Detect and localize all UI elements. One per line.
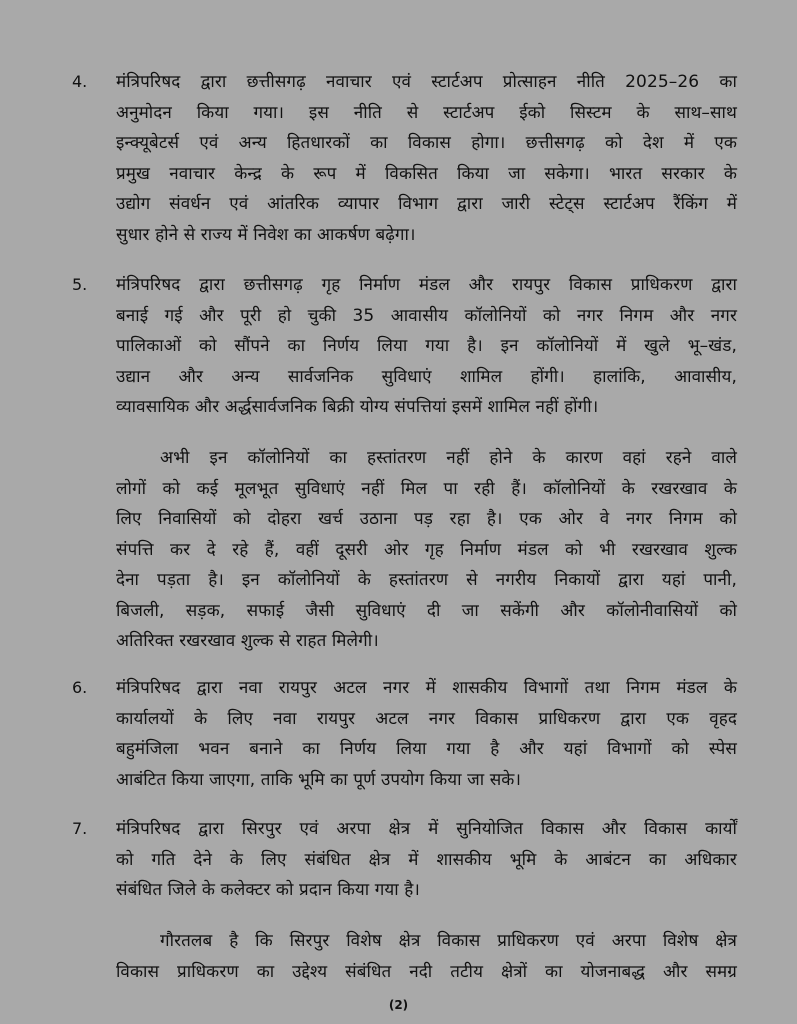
item-text <box>116 270 737 423</box>
item-number: 5. <box>72 275 88 294</box>
item-text <box>116 814 737 906</box>
text-line: प्रमुख नवाचार केन्द्र के रूप में विकसित किया जा सकेगा। भारत सरकार के <box>116 163 737 184</box>
text-line: कार्यालयों के लिए नवा रायपुर अटल नगर विकास प्राधिकरण द्वारा एक वृहद <box>116 708 737 729</box>
text-line: लिए निवासियों को दोहरा खर्च उठाना पड़ रहा है। एक ओर वे नगर निगम को <box>116 509 737 529</box>
item-7-continuation <box>116 926 737 987</box>
text-line: पालिकाओं को सौंपने का निर्णय लिया गया है। इन कॉलोनियों में खुले भू–खंड, <box>116 336 737 356</box>
text-line: देना पड़ता है। इन कॉलोनियों के हस्तांतरण से नगरीय निकायों द्वारा यहां पानी, <box>116 570 737 590</box>
item-text <box>116 673 737 795</box>
text-line: बिजली, सड़क, सफाई जैसी सुविधाएं दी जा सकेंगी और कॉलोनीवासियों को <box>116 600 737 621</box>
text-line: व्यावसायिक और अर्द्धसार्वजनिक बिक्री योग्य संपत्तियां इसमें शामिल नहीं होंगी। <box>116 397 599 417</box>
text-line: गौरतलब है कि सिरपुर विशेष क्षेत्र विकास प्राधिकरण एवं अरपा विशेष क्षेत्र <box>160 931 737 951</box>
text-line: मंत्रिपरिषद द्वारा नवा रायपुर अटल नगर में शासकीय विभागों तथा निगम मंडल के <box>116 678 737 698</box>
text-line: अभी इन कॉलोनियों का हस्तांतरण नहीं होने के कारण वहां रहने वाले <box>160 448 737 468</box>
item-number: 6. <box>72 678 88 697</box>
item-number: 4. <box>72 72 88 91</box>
text-line: सुधार होने से राज्य में निवेश का आकर्षण बढ़ेगा। <box>116 224 416 245</box>
text-line: मंत्रिपरिषद द्वारा छत्तीसगढ़ नवाचार एवं स्टार्टअप प्रोत्साहन नीति 2025–26 का <box>116 72 737 92</box>
item-number: 7. <box>72 819 88 838</box>
item-text <box>116 67 737 250</box>
text-line: संपत्ति कर दे रहे हैं, वहीं दूसरी ओर गृह निर्माण मंडल को भी रखरखाव शुल्क <box>116 539 737 560</box>
text-line: अनुमोदन किया गया। इस नीति से स्टार्टअप ईको सिस्टम के साथ–साथ <box>116 102 737 123</box>
text-line: विकास प्राधिकरण का उद्देश्य संबंधित नदी तटीय क्षेत्रों का योजनाबद्ध और समग्र <box>116 961 737 982</box>
text-line: अतिरिक्त रखरखाव शुल्क से राहत मिलेगी। <box>116 631 379 651</box>
text-line: इन्क्यूबेटर्स एवं अन्य हितधारकों का विकास होगा। छत्तीसगढ़ को देश में एक <box>116 133 737 153</box>
text-line: संबंधित जिले के कलेक्टर को प्रदान किया गया है। <box>116 880 420 900</box>
text-line: लोगों को कई मूलभूत सुविधाएं नहीं मिल पा रही हैं। कॉलोनियों के रखरखाव के <box>116 478 737 499</box>
text-line: आबंटित किया जाएगा, ताकि भूमि का पूर्ण उपयोग किया जा सके। <box>116 769 522 790</box>
text-line: बहुमंजिला भवन बनाने का निर्णय लिया गया है और यहां विभागों को स्पेस <box>116 739 737 759</box>
text-line: को गति देने के लिए संबंधित क्षेत्र में शासकीय भूमि के आबंटन का अधिकार <box>116 849 737 870</box>
item-5-continuation <box>116 443 737 657</box>
text-line: बनाई गई और पूरी हो चुकी 35 आवासीय कॉलोनियों को नगर निगम और नगर <box>116 305 737 326</box>
text-line: उद्यान और अन्य सार्वजनिक सुविधाएं शामिल होंगी। हालांकि, आवासीय, <box>116 366 737 387</box>
text-line: मंत्रिपरिषद द्वारा छत्तीसगढ़ गृह निर्माण मंडल और रायपुर विकास प्राधिकरण द्वारा <box>116 275 737 295</box>
text-line: मंत्रिपरिषद द्वारा सिरपुर एवं अरपा क्षेत्र में सुनियोजित विकास और विकास कार्यों <box>116 819 737 839</box>
page-number: (2) <box>388 998 409 1012</box>
text-line: उद्योग संवर्धन एवं आंतरिक व्यापार विभाग द्वारा जारी स्टेट्स स्टार्टअप रैंकिंग में <box>116 194 737 214</box>
